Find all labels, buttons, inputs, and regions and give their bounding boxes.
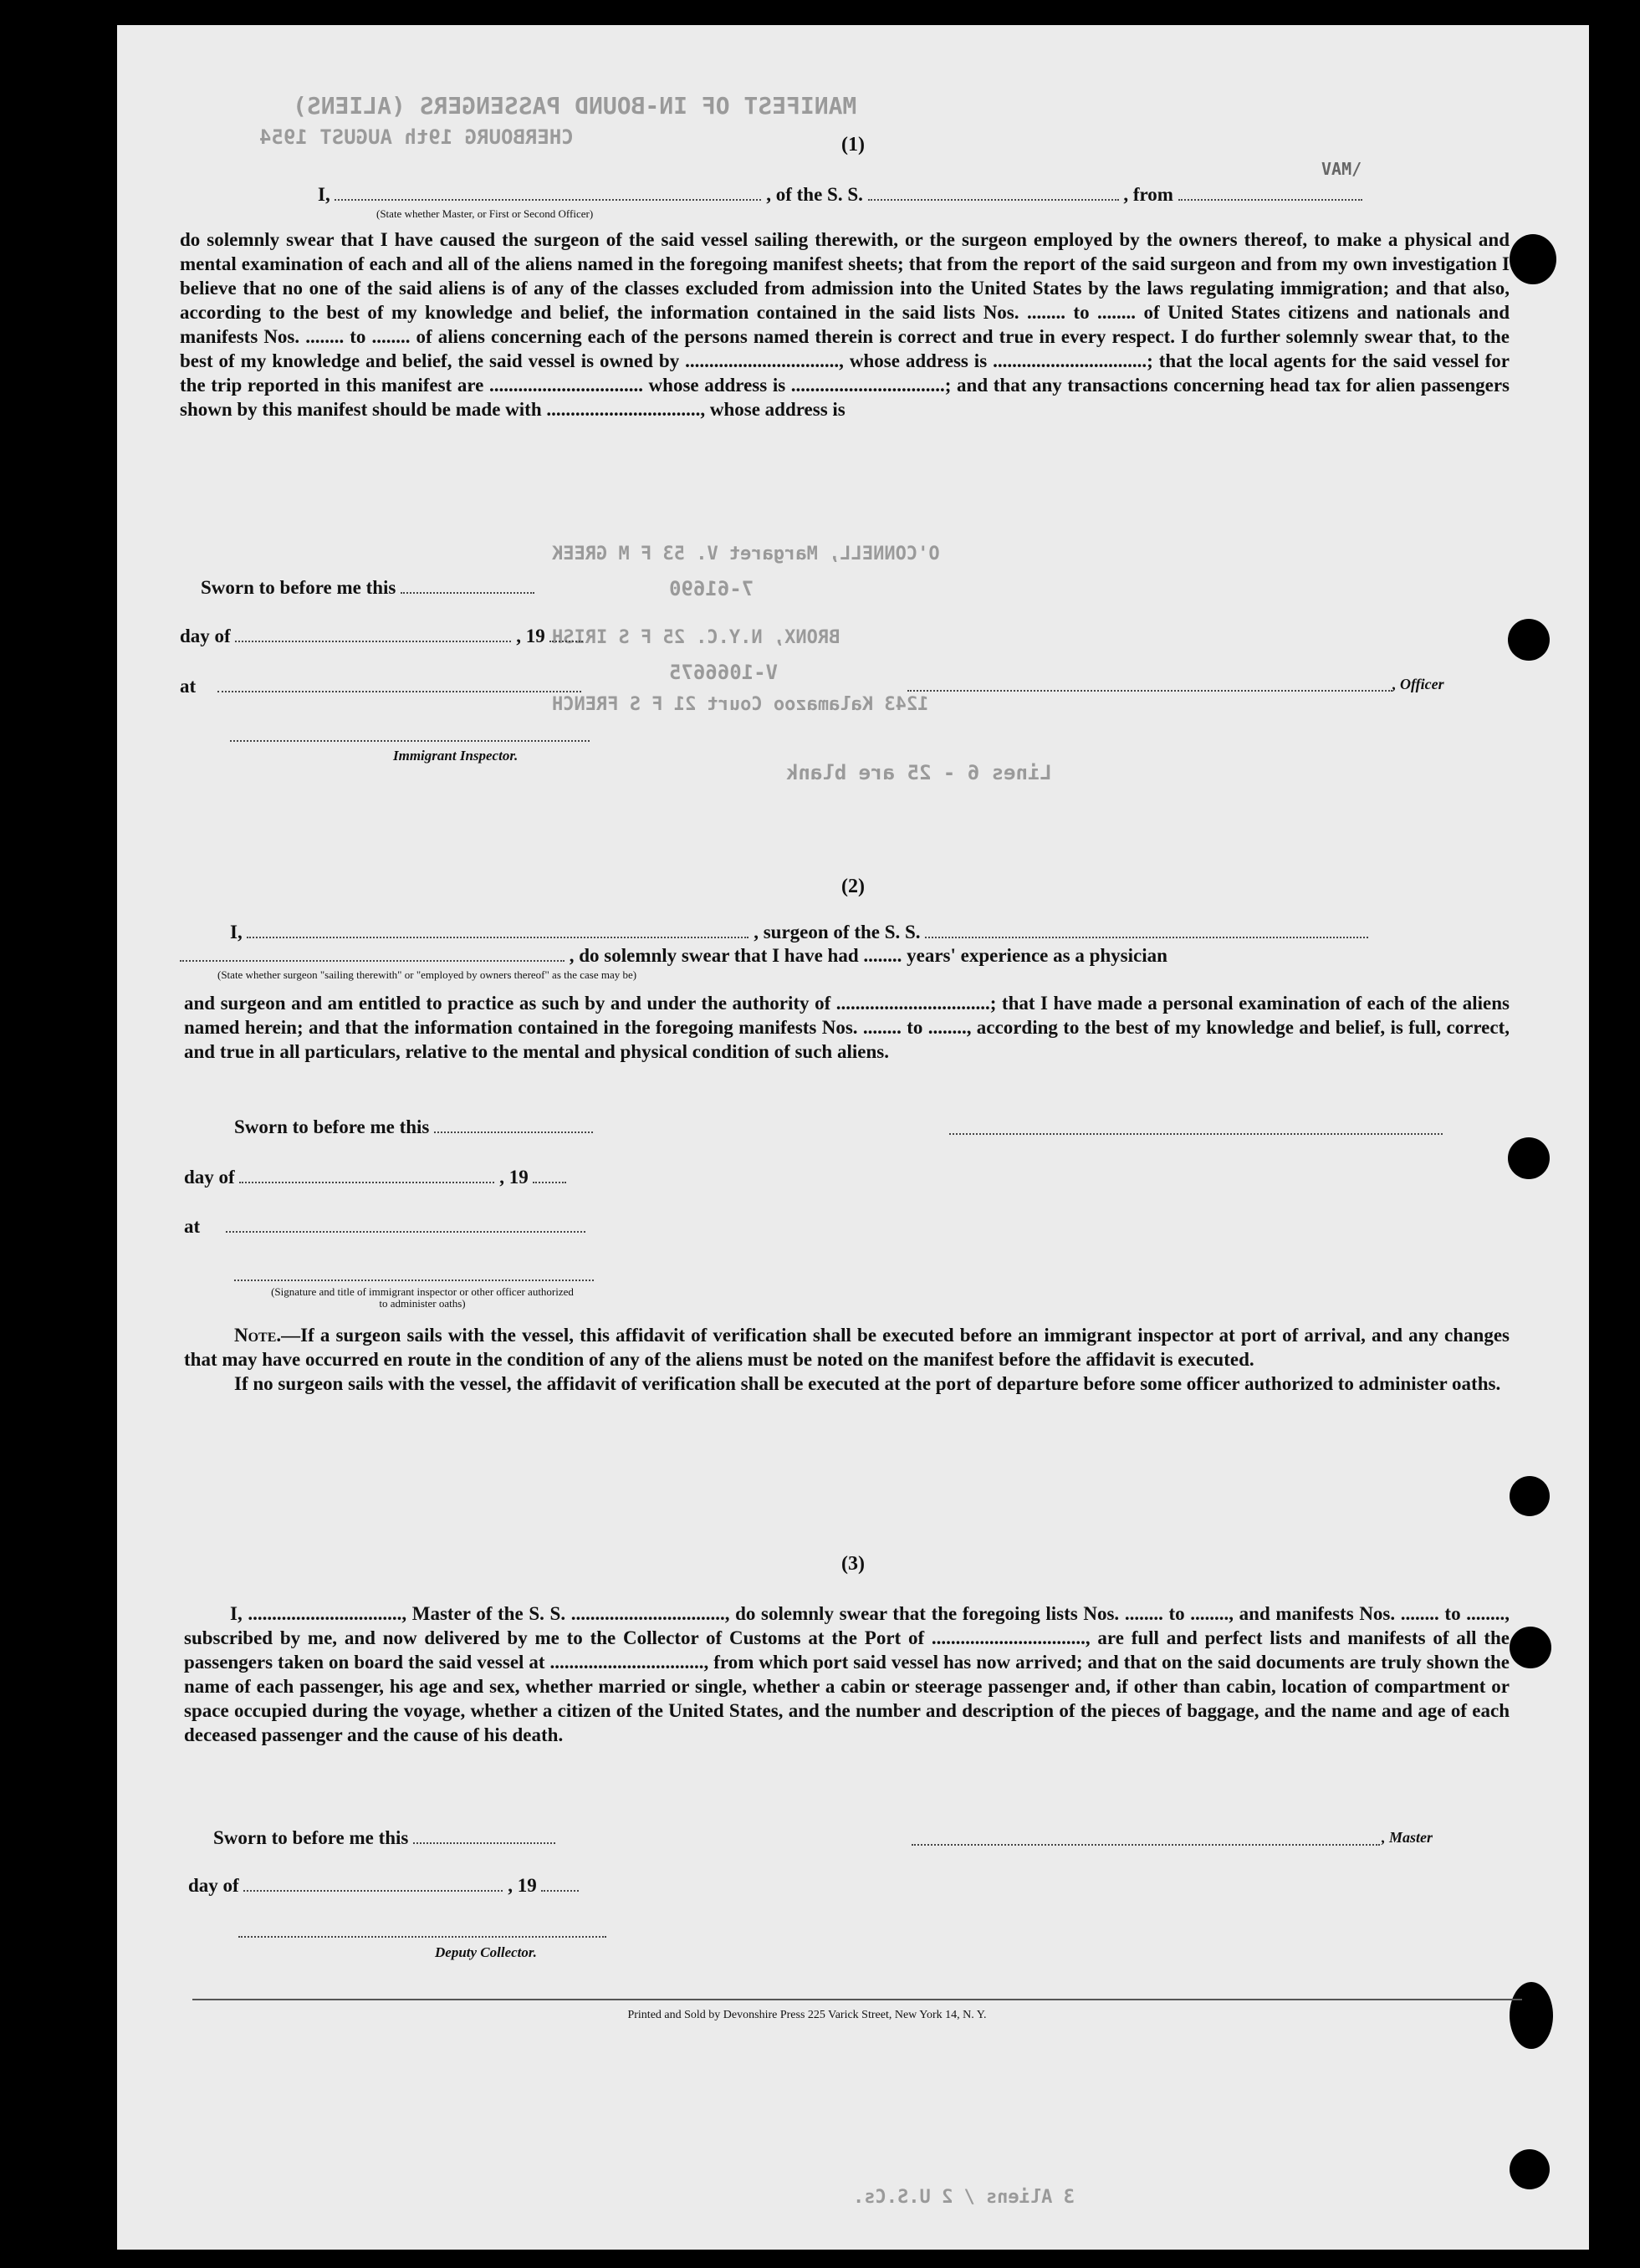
punch-hole — [1508, 619, 1550, 661]
bleed-through-line: O'CONNELL, Margaret V. 53 F M GREEK — [552, 544, 940, 564]
year-field[interactable] — [541, 1875, 579, 1892]
surgeon-of-label: , surgeon of the S. S. — [754, 922, 921, 942]
nineteen-label: , 19 — [499, 1167, 529, 1188]
day-of-label: day of — [184, 1167, 235, 1188]
sworn-date-field[interactable] — [413, 1827, 555, 1844]
section-3-number: (3) — [841, 1553, 865, 1575]
section-2-text: and surgeon and am entitled to practice as such by and under the authority of ................................; that I have made a personal examination of each of the aliens named herein; and that the information contained in the foregoing manifests Nos. ........ to ........, according to the best of my knowledge and belief, is full, correct, and true in all particulars, relative to the mental and physical condition of such aliens. — [184, 993, 1510, 1062]
bleed-through-number: 7-61690 — [669, 577, 754, 600]
year-field[interactable] — [549, 626, 583, 642]
officer-name-field[interactable] — [335, 184, 761, 201]
vessel-name-field[interactable] — [868, 184, 1119, 201]
section-2-first-line — [230, 922, 1368, 943]
bleed-through-title: MANIFEST OF IN-BOUND PASSENGERS (ALIENS) — [293, 92, 857, 120]
section-1-text: do solemnly swear that I have caused the surgeon of the said vessel sailing therewith, or the surgeon employed by the owners thereof, to make a physical and mental examination of each and all of the aliens named in the foregoing manifest sheets; that from the report of the said surgeon and from my own investigation I believe that no one of the said aliens is of any of the classes excluded from admission into the United States by the laws regulating immigration; and that also, according to the best of my knowledge and belief, the information contained in the said lists Nos. ........ to ........ of United States citizens and nationals and manifests Nos. ........ to ........ of aliens concerning each of the persons named therein is correct and true in every respect. I do further solemnly swear that, to the best of my knowledge and belief, the said vessel is owned by ................................, whose address is ................................; that the local agents for the said vessel for the trip reported in this manifest are ................................ whose address is ................................; and that any transactions concerning head tax for alien passengers shown by this manifest should be made with ................................, whose address is — [180, 229, 1510, 420]
officer-caption: , Officer — [1392, 676, 1444, 692]
section-2-note — [184, 1323, 1510, 1396]
signature-caption: (Signature and title of immigrant inspector or other officer authorized to administer oaths) — [271, 1285, 574, 1310]
bleed-through-line: Lines 6 - 25 are blank — [786, 761, 1052, 784]
document-page — [117, 25, 1589, 2250]
bleed-through-number: V-1066675 — [669, 661, 779, 684]
section-2-second-line — [180, 945, 1167, 967]
departure-port-field[interactable] — [1178, 184, 1362, 201]
punch-hole — [1510, 1627, 1551, 1668]
printer-imprint: Printed and Sold by Devonshire Press 225 Varick Street, New York 14, N. Y. — [627, 2009, 987, 2021]
sworn-label: Sworn to before me this — [201, 577, 396, 598]
master-caption: , Master — [1382, 1829, 1433, 1846]
officer-signature-line[interactable] — [907, 690, 1392, 692]
note-paragraph — [184, 1323, 1510, 1372]
section-1-sworn-row — [201, 577, 534, 599]
punch-hole — [1510, 1476, 1550, 1516]
deputy-collector-caption: Deputy Collector. — [435, 1944, 537, 1960]
from-label: , from — [1123, 184, 1173, 205]
section-1-officer-line — [217, 184, 1362, 206]
punch-hole — [1510, 2149, 1550, 2189]
surgeon-note: (State whether surgeon "sailing therewith" or "employed by owners thereof" as the case may be) — [217, 968, 637, 981]
section-1-number: (1) — [841, 134, 865, 156]
bleed-through-totals: 3 Aliens / 2 U.S.Cs. — [853, 2187, 1075, 2208]
vam-mark: VAM/ — [1321, 159, 1362, 179]
section-3-sworn-row — [213, 1827, 555, 1849]
section-1-day-row — [180, 626, 583, 647]
section-2-at-row — [184, 1216, 585, 1238]
punch-hole — [1510, 234, 1556, 284]
day-of-field[interactable] — [235, 626, 511, 642]
bleed-through-subtitle: CHERBOURG 19th AUGUST 1954 — [259, 125, 574, 149]
nineteen-label: , 19 — [516, 626, 545, 646]
officer-note: (State whether Master, or First or Second Officer) — [376, 207, 594, 220]
bleed-through-line: 1243 Kalamazoo Court 21 F S FRENCH — [552, 694, 929, 715]
section-2-number: (2) — [841, 876, 865, 897]
footer-rule — [192, 1999, 1522, 2000]
sworn-date-field[interactable] — [434, 1116, 593, 1133]
section-2-sworn-row — [234, 1116, 593, 1138]
at-field[interactable] — [217, 676, 581, 692]
section-1-body — [180, 227, 1510, 421]
master-signature-line[interactable] — [912, 1844, 1380, 1846]
punch-hole — [1508, 1137, 1550, 1179]
surgeon-name-field[interactable] — [247, 922, 748, 938]
sworn-label: Sworn to before me this — [213, 1827, 409, 1848]
day-of-label: day of — [188, 1875, 239, 1896]
swear-line: , do solemnly swear that I have had ........ years' experience as a physician — [569, 945, 1167, 966]
section-2-body — [184, 991, 1510, 1064]
day-of-field[interactable] — [239, 1167, 494, 1183]
sworn-label: Sworn to before me this — [234, 1116, 430, 1137]
bleed-through-line: BRONX, N.Y.C. 25 F S IRISH — [552, 627, 840, 648]
section-3-text: I, ................................, Master of the S. S. ................................, do solemnly swear that the foregoing lists Nos. ........ to ........, and manifests Nos. ........ to ........, subscribed by me, and now delivered by me to the Collector of Customs at the Port of ................................, are full and perfect lists and manifests of all the passengers taken on board the said vessel at ................................, from which port said vessel has now arrived; and that on the said documents are truly shown the name of each passenger, his age and sex, whether married or single, whether a cabin or steerage passenger and, if other than cabin, location of compartment or space occupied during the voyage, whether a citizen of the United States, and the number and description of the pieces of baggage, and the name and age of each deceased passenger and the cause of his death. — [184, 1603, 1510, 1745]
inspector-signature-line[interactable] — [230, 740, 590, 742]
intro-i: I, — [230, 922, 243, 942]
at-field[interactable] — [226, 1216, 585, 1233]
deputy-collector-signature-line[interactable] — [238, 1936, 606, 1938]
authorized-officer-signature-line[interactable] — [234, 1280, 594, 1281]
nineteen-label: , 19 — [508, 1875, 537, 1896]
surgeon-signature-line[interactable] — [949, 1133, 1443, 1135]
inspector-caption: Immigrant Inspector. — [393, 748, 519, 764]
section-3-body — [184, 1601, 1510, 1747]
section-3-day-row — [188, 1875, 579, 1897]
sworn-date-field[interactable] — [401, 577, 534, 594]
intro-i: I, — [318, 184, 330, 205]
surgeon-type-field[interactable] — [180, 945, 565, 962]
note-label: Note. — [234, 1325, 282, 1346]
note-2-text: If no surgeon sails with the vessel, the affidavit of verification shall be executed at the port of departure before some officer authorized to administer oaths. — [234, 1373, 1501, 1394]
section-1-at-row — [180, 676, 581, 697]
day-of-label: day of — [180, 626, 231, 646]
section-2-day-row — [184, 1167, 566, 1188]
at-label: at — [184, 1216, 201, 1237]
surgeon-vessel-field[interactable] — [925, 922, 1368, 938]
of-the-ss-label: , of the S. S. — [766, 184, 863, 205]
note-text: —If a surgeon sails with the vessel, this affidavit of verification shall be executed before an immigrant inspector at port of arrival, and any changes that may have occurred en route in the condition of any of the aliens must be noted on the manifest before the affidavit is executed. — [184, 1325, 1510, 1370]
day-of-field[interactable] — [243, 1875, 503, 1892]
year-field[interactable] — [533, 1167, 566, 1183]
at-label: at — [180, 676, 197, 697]
